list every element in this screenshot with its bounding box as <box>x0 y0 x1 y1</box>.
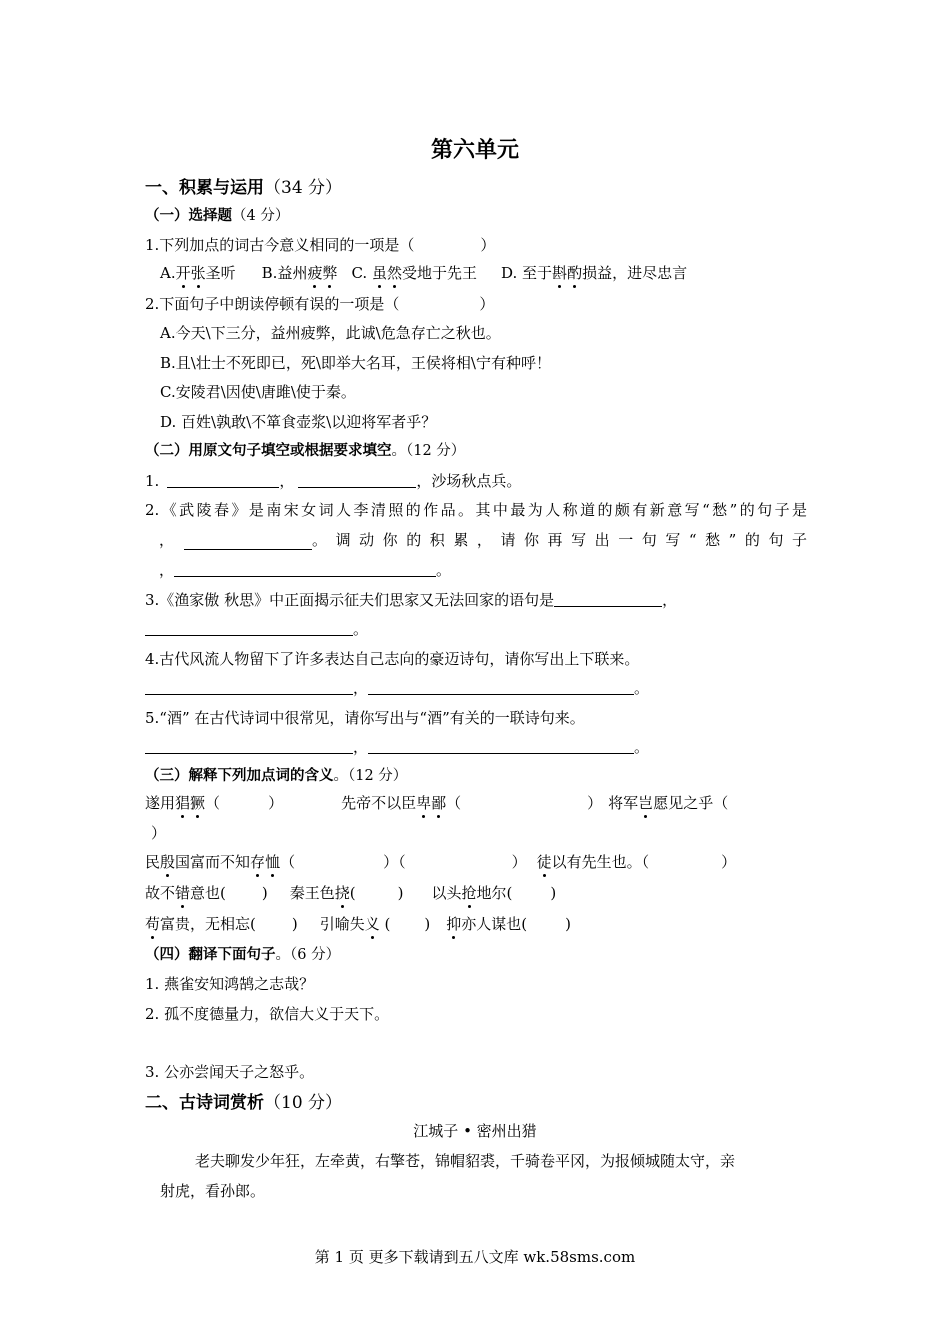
poem-title: 江城子 • 密州出猎 <box>413 1122 537 1140</box>
answer-blank[interactable] <box>184 533 312 550</box>
sub1-q2-option-b: B.且\壮士不死即已，死\即举大名耳，王侯将相\宁有种呼！ <box>160 354 551 372</box>
answer-blank[interactable] <box>298 471 416 488</box>
sub2-q3-line1: 3.《渔家傲 秋思》中正面揭示征夫们思家又无法回家的语句是 ， <box>145 591 678 609</box>
sub2-q2-line2: ， 。调动你的积累，请你再写出一句写“愁”的句子 <box>159 531 807 549</box>
sub4-heading: （四）翻译下面句子。（6 分） <box>145 947 341 963</box>
sub2-q5-stem: 5.“酒” 在古代诗词中很常见，请你写出与“酒”有关的一联诗句来。 <box>145 709 585 727</box>
sub1-q1-options <box>160 263 687 283</box>
sub4-q3: 3. 公亦尝闻天子之怒乎。 <box>145 1063 315 1081</box>
sub2-q5-blanks: ， 。 <box>145 737 649 757</box>
poem-line-1: 老夫聊发少年狂，左牵黄，右擎苍，锦帽貂裘，千骑卷平冈，为报倾城随太守，亲 <box>195 1152 736 1170</box>
page-title: 第六单元 <box>430 138 519 163</box>
sub1-q1-stem: 1.下列加点的词古今意义相同的一项是（ ） <box>145 236 496 254</box>
sub3-heading: （三）解释下列加点词的含义。（12 分） <box>145 768 408 784</box>
sub3-row1-wrap: ） <box>151 824 167 842</box>
answer-blank[interactable] <box>167 471 279 488</box>
page-footer: 第 1 页 更多下载请到五八文库 wk.58sms.com <box>314 1248 636 1266</box>
sub1-heading: （一）选择题（4 分） <box>145 208 290 224</box>
section-1-heading: 一、积累与运用（34 分） <box>145 178 343 198</box>
sub2-q4-stem: 4.古代风流人物留下了许多表达自己志向的豪迈诗句，请你写出上下联来。 <box>145 650 640 668</box>
answer-blank[interactable] <box>174 560 436 577</box>
sub4-q1: 1. 燕雀安知鸿鹄之志哉？ <box>145 975 315 993</box>
sub1-q2-option-c: C.安陵君\因使\唐雎\使于秦。 <box>160 383 356 401</box>
sub1-q2-option-d: D. 百姓\孰敢\不箪食壶浆\以迎将军者乎？ <box>160 413 437 431</box>
answer-blank[interactable] <box>554 590 662 607</box>
option-d: D. 至于斟酌损益，进尽忠言 <box>501 264 688 282</box>
sub3-row1: 遂用猖獗（ ） 先帝不以臣卑鄙（ ） 将军岂愿见之乎（ <box>145 794 729 812</box>
sub4-q2: 2. 孤不度德量力，欲信大义于天下。 <box>145 1005 390 1023</box>
option-a: A.开张圣听 <box>160 264 236 282</box>
sub1-q2-stem: 2.下面句子中朗读停顿有误的一项是（ ） <box>145 295 495 313</box>
sub2-q4-blanks: ， 。 <box>145 678 649 698</box>
answer-blank[interactable] <box>368 678 634 695</box>
sub2-heading: （二）用原文句子填空或根据要求填空。（12 分） <box>145 443 466 459</box>
answer-blank[interactable] <box>145 737 353 754</box>
option-c: C. 虽然受地于先王 <box>351 264 478 282</box>
option-b: B.益州疲弊 <box>261 264 338 282</box>
answer-blank[interactable] <box>368 737 634 754</box>
sub2-q2-line3: ， 。 <box>159 561 452 579</box>
answer-blank[interactable] <box>145 678 353 695</box>
sub3-row3: 故不错意也( ) 秦王色挠( ) 以头抢地尔( ) <box>145 884 557 902</box>
sub2-q2-line1: 2.《武陵春》是南宋女词人李清照的作品。其中最为人称道的颇有新意写“愁”的句子是 <box>145 501 807 519</box>
sub2-q1: 1. ， ，沙场秋点兵。 <box>145 472 522 490</box>
sub3-row2: 民殷国富而不知存恤（ ）（ ） 徒以有先生也。（ ） <box>145 853 737 871</box>
poem-line-2: 射虎，看孙郎。 <box>160 1182 266 1200</box>
section-2-heading: 二、古诗词赏析（10 分） <box>145 1093 343 1113</box>
sub3-row4: 苟富贵，无相忘( ) 引喻失义 ( ) 抑亦人谋也( ) <box>145 915 571 933</box>
sub1-q2-option-a: A.今天\下三分，益州疲弊，此诚\危急存亡之秋也。 <box>160 324 501 342</box>
answer-blank[interactable] <box>145 619 353 636</box>
sub2-q3-line2: 。 <box>145 619 368 639</box>
